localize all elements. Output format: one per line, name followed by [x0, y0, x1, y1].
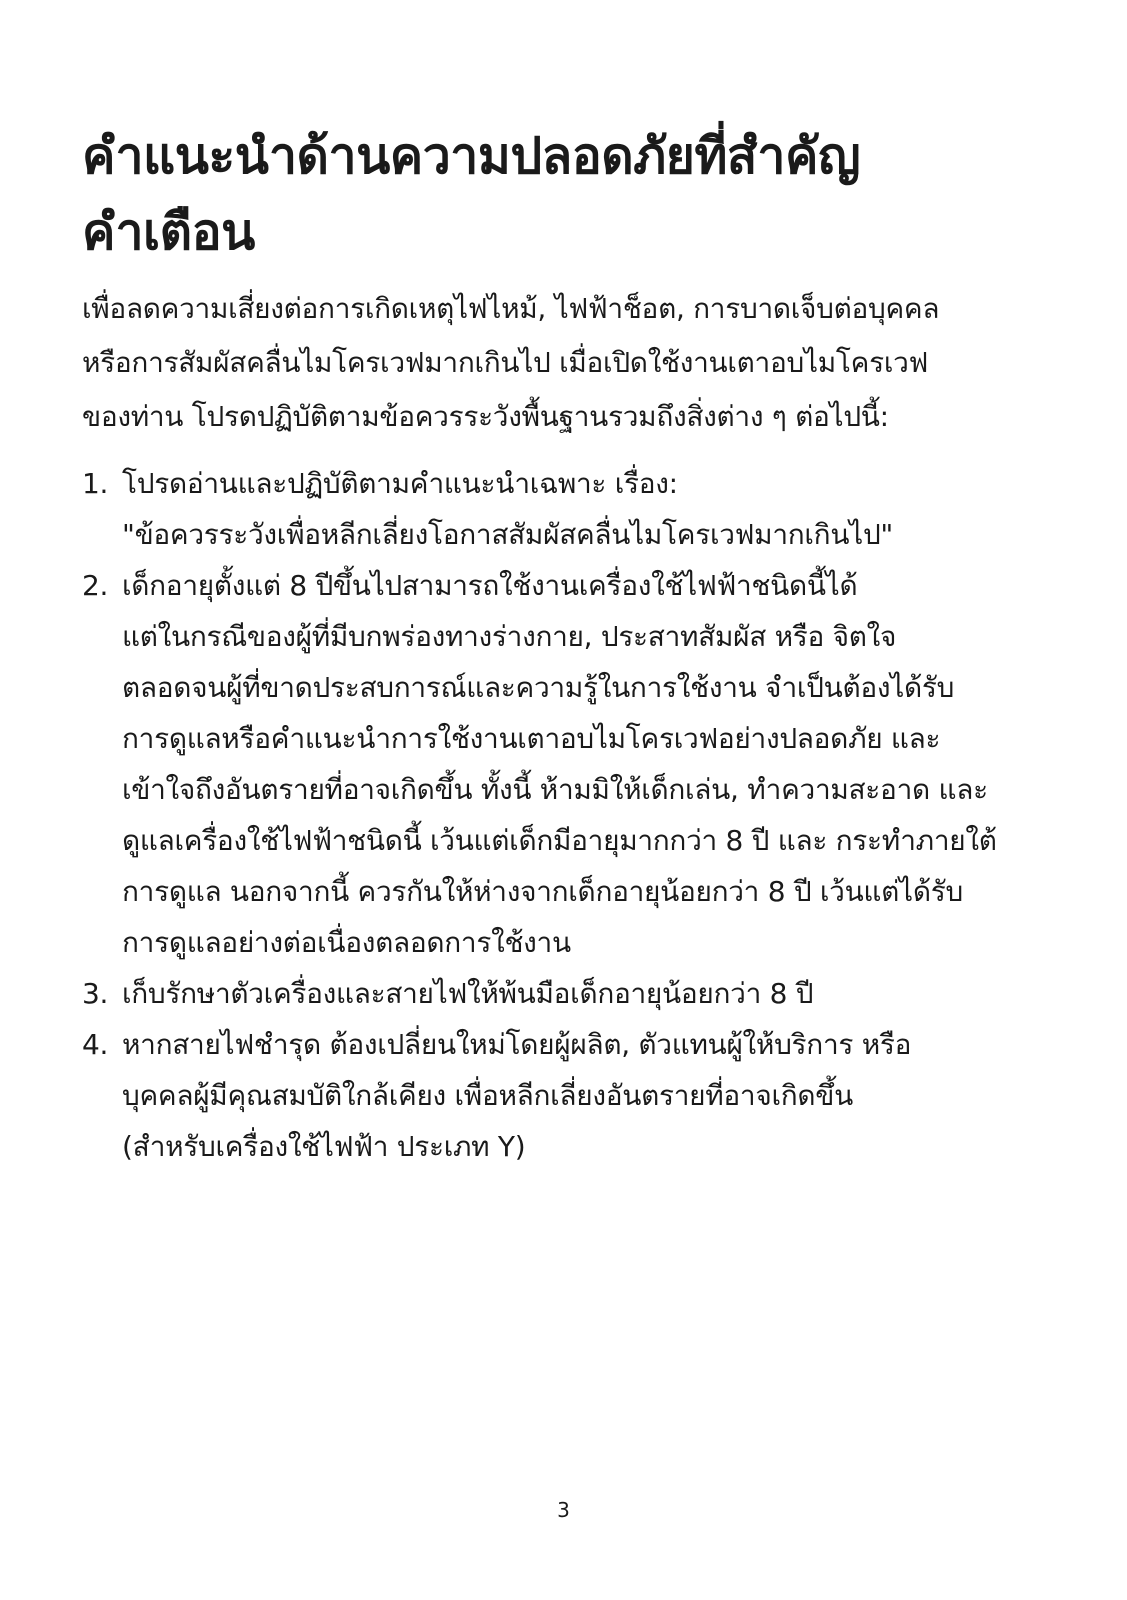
list-item-line: ดูแลเครื่องใช้ไฟฟ้าชนิดนี้ เว้นแต่เด็กมีอายุมากกว่า 8 ปี และ กระทำภายใต้ — [122, 824, 997, 857]
list-item-line: บุคคลผู้มีคุณสมบัติใกล้เคียง เพื่อหลีกเลี่ยงอันตรายที่อาจเกิดขึ้น — [122, 1079, 853, 1112]
list-item — [82, 560, 1027, 968]
list-item-line: ตลอดจนผู้ที่ขาดประสบการณ์และความรู้ในการใช้งาน จำเป็นต้องได้รับ — [122, 671, 955, 704]
intro-line: เพื่อลดความเสี่ยงต่อการเกิดเหตุไฟไหม้, ไฟฟ้าช็อต, การบาดเจ็บต่อบุคคล — [82, 292, 940, 325]
list-item-number: 3. — [82, 977, 109, 1010]
list-item-line: หากสายไฟชำรุด ต้องเปลี่ยนใหม่โดยผู้ผลิต, ตัวแทนผู้ให้บริการ หรือ — [122, 1028, 912, 1061]
list-item-line: โปรดอ่านและปฏิบัติตามคำแนะนำเฉพาะ เรื่อง: — [122, 467, 678, 500]
list-item-number: 1. — [82, 467, 109, 500]
list-item-line: เด็กอายุตั้งแต่ 8 ปีขึ้นไปสามารถใช้งานเครื่องใช้ไฟฟ้าชนิดนี้ได้ — [122, 569, 858, 602]
intro-paragraph — [82, 282, 1027, 444]
list-item-line: การดูแล นอกจากนี้ ควรกันให้ห่างจากเด็กอายุน้อยกว่า 8 ปี เว้นแต่ได้รับ — [122, 875, 963, 908]
list-item — [82, 968, 1027, 1019]
page-number: 3 — [557, 1498, 570, 1522]
list-item-line: แต่ในกรณีของผู้ที่มีบกพร่องทางร่างกาย, ประสาทสัมผัส หรือ จิตใจ — [122, 620, 897, 653]
list-item-line: "ข้อควรระวังเพื่อหลีกเลี่ยงโอกาสสัมผัสคลื่นไมโครเวฟมากเกินไป" — [122, 518, 894, 551]
warning-heading: คำเตือน — [82, 203, 255, 261]
list-item-line: การดูแลหรือคำแนะนำการใช้งานเตาอบไมโครเวฟอย่างปลอดภัย และ — [122, 722, 941, 755]
list-item-number: 4. — [82, 1028, 109, 1061]
page-title: คำแนะนำด้านความปลอดภัยที่สำคัญ — [82, 127, 861, 185]
intro-line: หรือการสัมผัสคลื่นไมโครเวฟมากเกินไป เมื่อเปิดใช้งานเตาอบไมโครเวฟ — [82, 346, 929, 379]
intro-line: ของท่าน โปรดปฏิบัติตามข้อควรระวังพื้นฐานรวมถึงสิ่งต่าง ๆ ต่อไปนี้: — [82, 400, 889, 433]
list-item-number: 2. — [82, 569, 109, 602]
list-item-line: การดูแลอย่างต่อเนื่องตลอดการใช้งาน — [122, 926, 571, 959]
list-item-line: เก็บรักษาตัวเครื่องและสายไฟให้พ้นมือเด็กอายุน้อยกว่า 8 ปี — [122, 977, 814, 1010]
list-item-line: เข้าใจถึงอันตรายที่อาจเกิดขึ้น ทั้งนี้ ห้ามมิให้เด็กเล่น, ทำความสะอาด และ — [122, 773, 988, 806]
list-item — [82, 1019, 1027, 1172]
safety-list — [82, 458, 1027, 1172]
list-item-line: (สำหรับเครื่องใช้ไฟฟ้า ประเภท Y) — [122, 1130, 526, 1163]
document-page — [82, 118, 1027, 1172]
list-item — [82, 458, 1027, 560]
